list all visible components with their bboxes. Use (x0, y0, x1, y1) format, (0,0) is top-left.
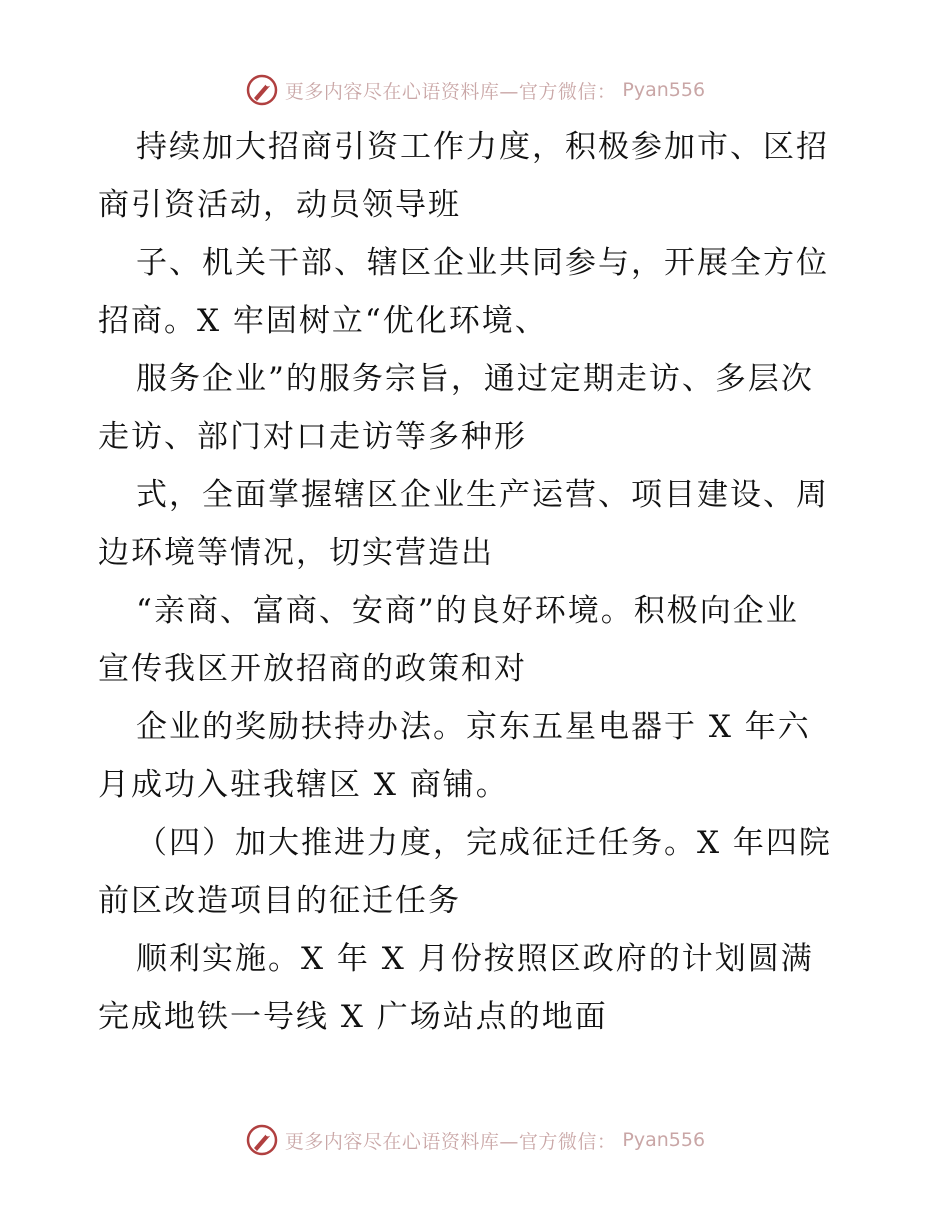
pen-logo-icon (245, 73, 279, 107)
text-line: 顺利实施。X 年 X 月份按照区政府的计划圆满 (136, 941, 814, 977)
text-line: 商引资活动，动员领导班 (98, 187, 461, 223)
text-line: 完成地铁一号线 X 广场站点的地面 (98, 999, 608, 1035)
text-line: 边环境等情况，切实营造出 (98, 535, 494, 571)
watermark-text: 更多内容尽在心语资料库—官方微信： (284, 80, 617, 103)
pen-logo-icon (245, 1123, 279, 1157)
text-line: 服务企业”的服务宗旨，通过定期走访、多层次 (136, 361, 814, 397)
header-watermark (0, 70, 950, 110)
watermark-text: 更多内容尽在心语资料库—官方微信： (284, 1130, 617, 1153)
text-line: 招商。X 牢固树立“优化环境、 (98, 303, 548, 339)
text-line: 走访、部门对口走访等多种形 (98, 419, 527, 455)
text-line: 持续加大招商引资工作力度，积极参加市、区招 (136, 129, 829, 165)
text-line: （四）加大推进力度，完成征迁任务。X 年四院 (136, 825, 832, 861)
text-line: 式，全面掌握辖区企业生产运营、项目建设、周 (136, 477, 829, 513)
text-line: 子、机关干部、辖区企业共同参与，开展全方位 (136, 245, 829, 281)
text-line: 前区改造项目的征迁任务 (98, 883, 461, 919)
text-line: 宣传我区开放招商的政策和对 (98, 651, 527, 687)
document-body (98, 118, 858, 1046)
text-line: 月成功入驻我辖区 X 商铺。 (98, 767, 509, 803)
watermark-brand: Pyan556 (622, 79, 706, 101)
footer-watermark (0, 1120, 950, 1160)
watermark-brand: Pyan556 (622, 1129, 706, 1151)
text-line: 企业的奖励扶持办法。京东五星电器于 X 年六 (136, 709, 811, 745)
text-line: “亲商、富商、安商”的良好环境。积极向企业 (136, 593, 799, 629)
